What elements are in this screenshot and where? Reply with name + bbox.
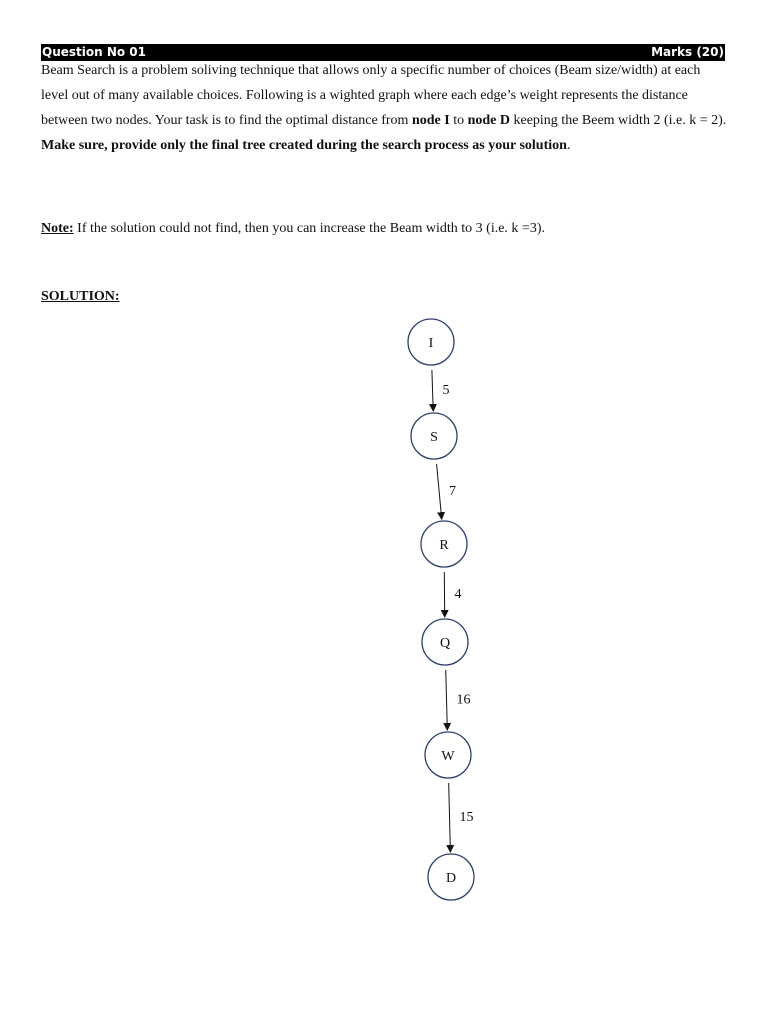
instruction-period: . — [566, 138, 571, 153]
edge-weight-label: 5 — [442, 383, 450, 398]
node-label: D — [445, 871, 457, 886]
tree-node-D — [428, 854, 474, 900]
end-node-text: node D — [467, 113, 510, 128]
instruction-text: Make sure, provide only the final tree created during the search process as your solution — [41, 138, 567, 153]
tree-node-W — [425, 732, 471, 778]
edge-weight-label: 7 — [449, 484, 456, 499]
edge-I-S — [432, 370, 433, 411]
solution-heading: SOLUTION: — [41, 289, 120, 304]
tree-node-Q — [422, 619, 468, 665]
node-label: S — [430, 430, 438, 445]
start-node-text: node I — [411, 113, 450, 128]
to-word: to — [449, 113, 468, 128]
node-label: W — [441, 749, 455, 764]
edge-weight-label: 4 — [454, 587, 462, 602]
edge-weight-label: 16 — [456, 692, 471, 708]
edge-weight-label: 15 — [459, 810, 474, 825]
node-label: Q — [439, 636, 451, 651]
edge-S-R — [437, 464, 442, 519]
marks-label: Marks (20) — [651, 45, 724, 59]
tree-node-I — [408, 319, 454, 365]
tree-node-R — [421, 521, 467, 567]
edge-W-D — [449, 783, 451, 852]
tree-node-S — [411, 413, 457, 459]
note-label: Note: — [41, 221, 74, 236]
question-number: Question No 01 — [42, 45, 147, 59]
node-label: R — [439, 538, 449, 553]
note-text: If the solution could not find, then you can increase the Beam width to 3 (i.e. k =3). — [73, 221, 545, 236]
question-text-part2: keeping the Beem width 2 (i.e. k = 2). — [509, 113, 727, 128]
node-label: I — [428, 336, 434, 351]
question-text-part1: Beam Search is a problem soliving technique that allows only a specific number of choices (Beam size/width) at each level out of many available choices. Following is a wighted graph where each edge’s weight represents the distance between two nodes. Your task is to find the optimal distance from — [41, 63, 701, 128]
edge-Q-W — [446, 670, 448, 730]
